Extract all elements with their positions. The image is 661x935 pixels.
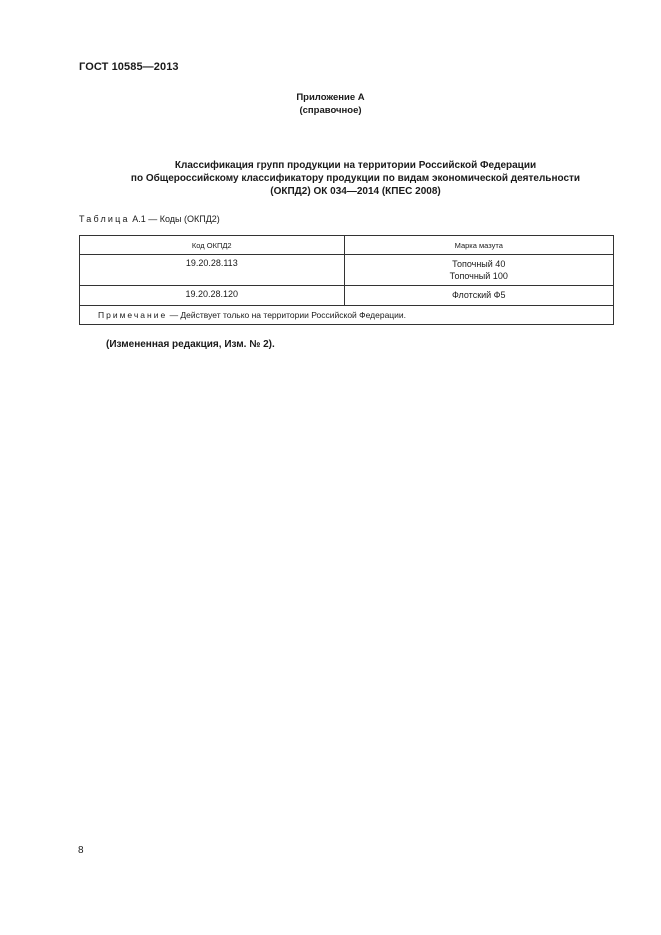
grade-cell [344, 286, 613, 306]
grade-value: Топочный 40 [452, 259, 506, 269]
table-row [80, 286, 614, 306]
table-caption [79, 214, 220, 224]
table-header-row [80, 236, 614, 255]
table-caption-label: Таблица [79, 214, 130, 224]
note-text: — Действует только на территории Российской Федерации. [167, 310, 407, 320]
heading-line-3: (ОКПД2) ОК 034—2014 (КПЕС 2008) [270, 186, 441, 197]
edition-note: (Измененная редакция, Изм. № 2). [106, 339, 275, 350]
column-header-code: Код ОКПД2 [80, 236, 345, 255]
page-number: 8 [78, 845, 84, 856]
grade-value: Топочный 100 [449, 271, 508, 281]
table-caption-text: А.1 — Коды (ОКПД2) [132, 214, 220, 224]
table-note [80, 306, 614, 325]
code-cell: 19.20.28.120 [80, 286, 345, 306]
grade-cell [344, 255, 613, 286]
appendix-subtitle: (справочное) [299, 105, 362, 116]
codes-table [79, 235, 614, 325]
note-label: Примечание [98, 310, 168, 320]
table-row [80, 255, 614, 286]
column-header-grade: Марка мазута [344, 236, 613, 255]
appendix-title: Приложение А [296, 92, 365, 103]
heading-line-1: Классификация групп продукции на территории Российской Федерации [174, 160, 537, 171]
code-cell: 19.20.28.113 [80, 255, 345, 286]
document-code: ГОСТ 10585—2013 [79, 61, 179, 73]
heading-line-2: по Общероссийскому классификатору продукции по видам экономической деятельности [130, 173, 581, 184]
table-note-row [80, 306, 614, 325]
grade-value: Флотский Ф5 [451, 290, 506, 300]
